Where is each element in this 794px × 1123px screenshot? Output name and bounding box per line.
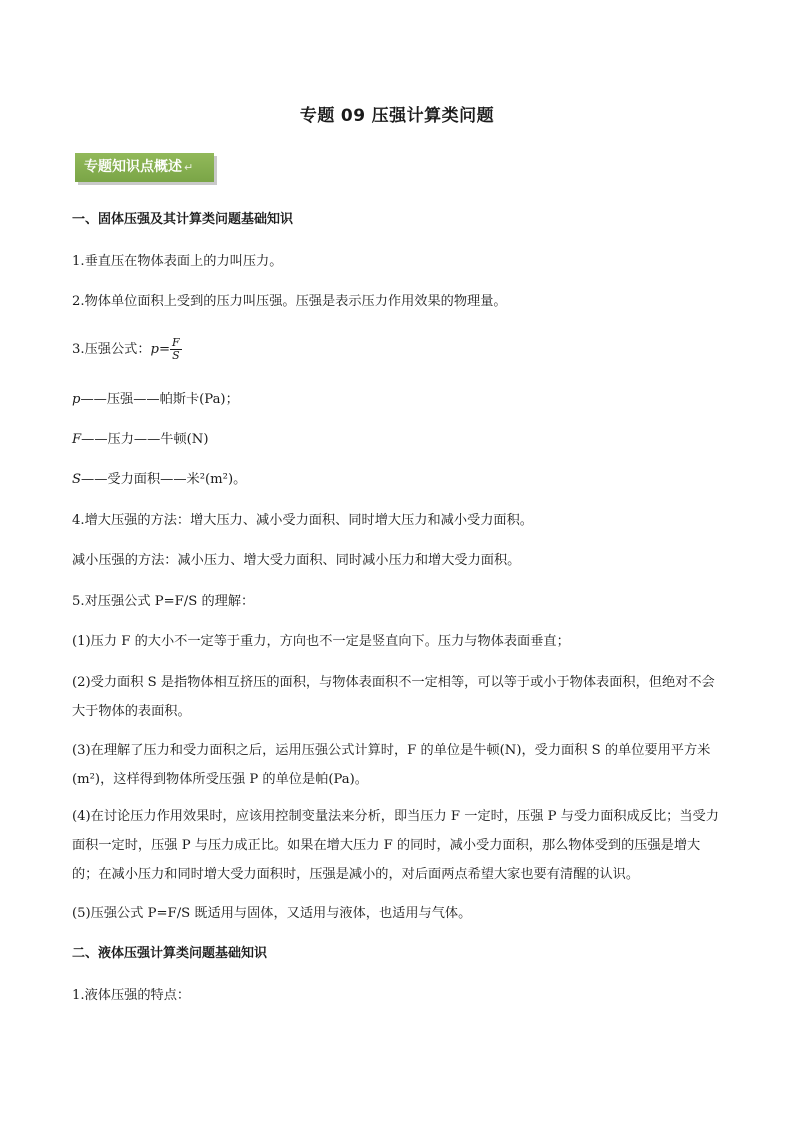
definition-pressure — [72, 392, 722, 408]
paragraph-item-4: 4.增大压强的方法：增大压力、减小受力面积、同时增大压力和减小受力面积。 — [72, 513, 533, 528]
formula-line — [72, 335, 722, 365]
title-prefix: 专题 — [299, 106, 335, 126]
definition-area — [72, 472, 722, 488]
paragraph-item-5-3: (3)在理解了压力和受力面积之后，运用压强公式计算时，F 的单位是牛顿(N)，受力面积 S 的单位要用平方米(m²)，这样得到物体所受压强 P 的单位是帕(Pa)。 — [72, 743, 711, 787]
definition-area-text: ——受力面积——米²(m²)。 — [81, 472, 247, 487]
paragraph-item-5-2: (2)受力面积 S 是指物体相互挤压的面积，与物体表面积不一定相等，可以等于或小于物体表面积，但绝对不会大于物体的表面积。 — [72, 675, 715, 719]
paragraph-item-5: 5.对压强公式 P=F/S 的理解： — [72, 594, 255, 609]
formula-label: 3.压强公式： — [72, 342, 151, 357]
badge-label: 专题知识点概述 — [84, 159, 182, 175]
paragraph-liquid-item-1: 1.液体压强的特点： — [72, 988, 191, 1003]
paragraph-item-5-4: (4)在讨论压力作用效果时，应该用控制变量法来分析，即当压力 F 一定时，压强 P 与受力面积成反比；当受力面积一定时，压强 P 与压力成正比。如果在增大压力 F 的同时，减小受力面积，那么物体受到的压强是增大的；在减小压力和同时增大受力面积时，压强是减小的，对后面两点希望大家也要有清醒的认识。 — [72, 809, 719, 882]
paragraph-mark-icon: ↵ — [184, 161, 194, 174]
formula-numerator: F — [172, 336, 180, 349]
symbol-p: p — [72, 392, 81, 407]
paragraph-item-1: 1.垂直压在物体表面上的力叫压力。 — [72, 254, 283, 269]
paragraph-item-5-1: (1)压力 F 的大小不一定等于重力，方向也不一定是竖直向下。压力与物体表面垂直； — [72, 634, 570, 649]
formula-fraction — [170, 337, 182, 362]
symbol-s: S — [72, 472, 82, 487]
section-heading-liquid: 二、液体压强计算类问题基础知识 — [72, 946, 268, 961]
formula-p: p= — [150, 342, 171, 357]
paragraph-item-5-5: (5)压强公式 P=F/S 既适用与固体，又适用与液体，也适用与气体。 — [72, 906, 472, 921]
symbol-f: F — [72, 432, 82, 447]
formula-denominator: S — [172, 349, 180, 362]
topic-overview-badge — [75, 153, 214, 182]
page-title — [0, 101, 794, 126]
section-heading-solid: 一、固体压强及其计算类问题基础知识 — [72, 212, 294, 227]
title-main: 压强计算类问题 — [371, 106, 495, 126]
definition-pressure-text: ——压强——帕斯卡(Pa)； — [80, 392, 239, 407]
title-number: 09 — [340, 106, 366, 126]
definition-force-text: ——压力——牛顿(N) — [81, 432, 209, 447]
definition-force — [72, 432, 722, 448]
paragraph-item-2: 2.物体单位面积上受到的压力叫压强。压强是表示压力作用效果的物理量。 — [72, 294, 507, 309]
paragraph-item-4b: 减小压强的方法：减小压力、增大受力面积、同时减小压力和增大受力面积。 — [72, 553, 521, 568]
